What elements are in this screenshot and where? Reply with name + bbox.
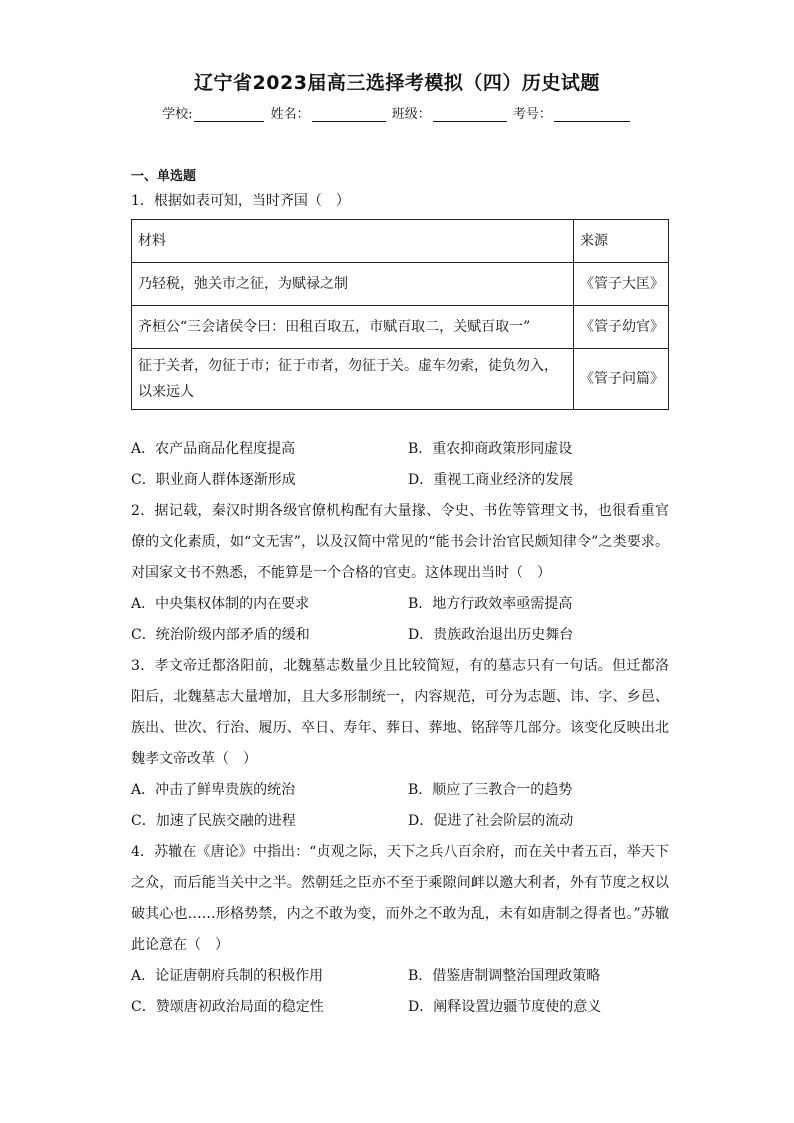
option-d[interactable]: D．贵族政治退出历史舞台 [408, 627, 574, 643]
table-cell-material: 乃轻税，弛关市之征，为赋禄之制 [132, 263, 574, 306]
question-3-stem: 3．孝文帝迁都洛阳前，北魏墓志数量少且比较简短，有的墓志只有一句话。但迁都洛阳后，北魏墓志大量增加，且大多形制统一，内容规范，可分为志题、讳、字、乡邑、族出、世次、行治、履历、卒日、寿年、葬日、葬地、铭辞等几部分。该变化反映出北魏孝文帝改革（ ） [131, 658, 669, 767]
question-2-options [131, 589, 669, 651]
table-cell-material: 齐桓公“三会诸侯令曰：田租百取五，市赋百取二，关赋百取一” [132, 306, 574, 349]
questions [131, 186, 669, 1023]
table-row [132, 263, 669, 306]
table-cell-source: 《管子幼官》 [574, 306, 669, 349]
table-header-row [132, 220, 669, 263]
exam-no-blank[interactable] [554, 107, 630, 122]
table-cell-source: 《管子问篇》 [574, 349, 669, 410]
section-title: 一、单选题 [131, 169, 197, 184]
option-b[interactable]: B．重农抑商政策形同虚设 [408, 441, 573, 457]
table-header-material: 材料 [132, 220, 574, 263]
school-label: 学校: [162, 107, 193, 122]
name-blank[interactable] [312, 107, 386, 122]
option-c[interactable]: C．统治阶级内部矛盾的缓和 [131, 627, 310, 643]
option-d[interactable]: D．阐释设置边疆节度使的意义 [408, 999, 602, 1015]
option-c[interactable]: C．加速了民族交融的进程 [131, 813, 296, 829]
option-d[interactable]: D．重视工商业经济的发展 [408, 472, 574, 488]
option-a[interactable]: A．中央集权体制的内在要求 [131, 596, 310, 612]
option-b[interactable]: B．顺应了三教合一的趋势 [408, 782, 573, 798]
question-1-options [131, 434, 669, 496]
student-info-line [0, 103, 794, 122]
question-2-stem: 2．据记载，秦汉时期各级官僚机构配有大量掾、令史、书佐等管理文书，也很看重官僚的文化素质，如“文无害”，以及汉简中常见的“能书会计治官民颇知律令”之类要求。对国家文书不熟悉，不能算是一个合格的官吏。这体现出当时（ ） [131, 503, 669, 581]
option-b[interactable]: B．地方行政效率亟需提高 [408, 596, 573, 612]
option-c[interactable]: C．赞颂唐初政治局面的稳定性 [131, 999, 324, 1015]
option-a[interactable]: A．论证唐朝府兵制的积极作用 [131, 968, 324, 984]
option-a[interactable]: A．农产品商品化程度提高 [131, 441, 296, 457]
question-1-table [131, 219, 669, 410]
table-cell-material: 征于关者，勿征于市；征于市者，勿征于关。虚车勿索，徒负勿入，以来远人 [132, 349, 574, 410]
class-blank[interactable] [433, 107, 507, 122]
page-title: 辽宁省2023届高三选择考模拟（四）历史试题 [194, 72, 600, 94]
option-d[interactable]: D．促进了社会阶层的流动 [408, 813, 574, 829]
school-blank[interactable] [194, 107, 264, 122]
exam-no-label: 考号： [512, 107, 552, 122]
table-header-source: 来源 [574, 220, 669, 263]
question-1-stem: 1．根据如表可知，当时齐国（ ） [131, 193, 350, 209]
table-row [132, 349, 669, 410]
option-c[interactable]: C．职业商人群体逐渐形成 [131, 472, 296, 488]
option-a[interactable]: A．冲击了鲜卑贵族的统治 [131, 782, 296, 798]
option-b[interactable]: B．借鉴唐制调整治国理政策略 [408, 968, 601, 984]
question-3-options [131, 775, 669, 837]
table-row [132, 306, 669, 349]
table-cell-source: 《管子大匡》 [574, 263, 669, 306]
class-label: 班级： [391, 107, 431, 122]
question-4-stem: 4．苏辙在《唐论》中指出：“贞观之际，天下之兵八百余府，而在关中者五百，举天下之众，而后能当关中之半。然朝廷之臣亦不至于乘隙间衅以邀大利者，外有节度之权以破其心也……形格势禁，内之不敢为变，而外之不敢为乱，未有如唐制之得者也。”苏辙此论意在（ ） [131, 844, 669, 953]
name-label: 姓名： [270, 107, 310, 122]
question-4-options [131, 961, 669, 1023]
